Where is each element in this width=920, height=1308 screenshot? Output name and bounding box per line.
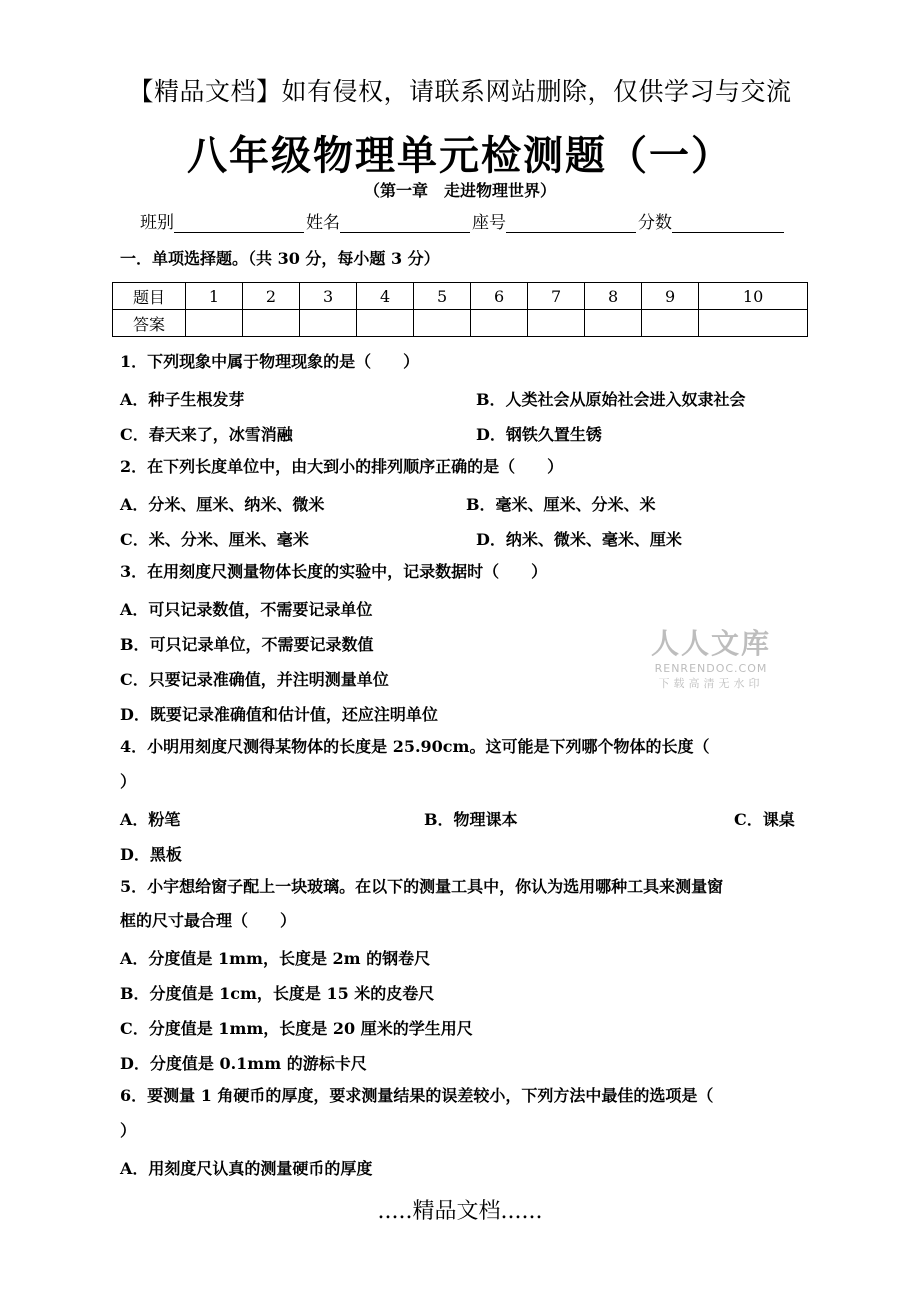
table-cell-number: 3 (300, 283, 357, 310)
q6-option-a: A．用刻度尺认真的测量硬币的厚度 (120, 1159, 373, 1178)
watermark-tagline: 下载高清无水印 (658, 677, 764, 690)
answer-cell[interactable] (642, 310, 699, 337)
question-3-stem: 3．在用刻度尺测量物体长度的实验中，记录数据时（ ） (120, 562, 548, 581)
question-2-stem: 2．在下列长度单位中，由大到小的排列顺序正确的是（ ） (120, 457, 564, 476)
q1-option-a: A．种子生根发芽 (120, 390, 245, 409)
question-6-stem-cont: ） (120, 1121, 137, 1140)
table-cell-number: 7 (528, 283, 585, 310)
q4-option-a: A．粉笔 (120, 810, 181, 829)
class-blank[interactable] (174, 212, 304, 233)
name-blank[interactable] (340, 212, 470, 233)
watermark (646, 622, 776, 691)
answer-cell[interactable] (699, 310, 808, 337)
seat-blank[interactable] (506, 212, 636, 233)
q5-option-c: C．分度值是 1mm，长度是 20 厘米的学生用尺 (120, 1019, 473, 1038)
table-cell-number: 5 (414, 283, 471, 310)
answer-cell[interactable] (186, 310, 243, 337)
q1-option-d: D．钢铁久置生锈 (476, 425, 602, 444)
q5-option-a: A．分度值是 1mm，长度是 2m 的钢卷尺 (120, 949, 431, 968)
answer-cell[interactable] (414, 310, 471, 337)
table-cell-number: 2 (243, 283, 300, 310)
table-cell-number: 4 (357, 283, 414, 310)
footer-note: .....精品文档...... (377, 1199, 543, 1224)
q2-option-a: A．分米、厘米、纳米、微米 (120, 495, 325, 514)
q4-option-c: C．课桌 (734, 810, 795, 829)
table-header-question: 题目 (113, 283, 186, 310)
q1-option-b: B．人类社会从原始社会进入奴隶社会 (476, 390, 746, 409)
question-number-row (113, 283, 808, 310)
answer-cell[interactable] (471, 310, 528, 337)
table-cell-number: 1 (186, 283, 243, 310)
q5-option-b: B．分度值是 1cm，长度是 15 米的皮卷尺 (120, 984, 435, 1003)
answer-cell[interactable] (585, 310, 642, 337)
question-4-stem-cont: ） (120, 772, 137, 791)
q2-option-c: C．米、分米、厘米、毫米 (120, 530, 309, 549)
watermark-brand: 人人文库 (650, 627, 771, 660)
watermark-url: RENRENDOC.COM (654, 662, 768, 675)
q5-option-d: D．分度值是 0.1mm 的游标卡尺 (120, 1054, 367, 1073)
question-6-stem: 6．要测量 1 角硬币的厚度，要求测量结果的误差较小，下列方法中最佳的选项是（ (120, 1086, 714, 1105)
student-info-row (140, 208, 802, 233)
q3-option-d: D．既要记录准确值和估计值，还应注明单位 (120, 705, 438, 724)
table-cell-number: 10 (699, 283, 808, 310)
q2-option-b: B．毫米、厘米、分米、米 (466, 495, 656, 514)
q4-option-d: D．黑板 (120, 845, 182, 864)
copyright-notice: 【精品文档】如有侵权，请联系网站删除，仅供学习与交流 (128, 77, 792, 106)
answer-cell[interactable] (243, 310, 300, 337)
score-blank[interactable] (672, 212, 784, 233)
answer-cell[interactable] (357, 310, 414, 337)
name-label: 姓名 (306, 213, 340, 233)
question-5-stem-cont: 框的尺寸最合理（ ） (120, 911, 297, 930)
section-heading: 一．单项选择题。（共 30 分，每小题 3 分） (120, 249, 440, 268)
page-subtitle: （第一章 走进物理世界） (363, 181, 556, 200)
question-1-stem: 1．下列现象中属于物理现象的是（ ） (120, 352, 420, 371)
table-header-answer: 答案 (113, 310, 186, 337)
seat-label: 座号 (472, 213, 506, 233)
answer-cell[interactable] (300, 310, 357, 337)
q3-option-a: A．可只记录数值，不需要记录单位 (120, 600, 373, 619)
q1-option-c: C．春天来了，冰雪消融 (120, 425, 293, 444)
q4-option-b: B．物理课本 (424, 810, 518, 829)
table-cell-number: 9 (642, 283, 699, 310)
q3-option-c: C．只要记录准确值，并注明测量单位 (120, 670, 389, 689)
table-cell-number: 8 (585, 283, 642, 310)
question-5-stem: 5．小宇想给窗子配上一块玻璃。在以下的测量工具中，你认为选用哪种工具来测量窗 (120, 877, 724, 896)
q3-option-b: B．可只记录单位，不需要记录数值 (120, 635, 374, 654)
answer-table (112, 282, 808, 337)
class-label: 班别 (140, 213, 174, 233)
q2-option-d: D．纳米、微米、毫米、厘米 (476, 530, 682, 549)
question-4-stem: 4．小明用刻度尺测得某物体的长度是 25.90cm。这可能是下列哪个物体的长度（ (120, 737, 710, 756)
page-title: 八年级物理单元检测题（一） (187, 132, 733, 179)
answer-row (113, 310, 808, 337)
table-cell-number: 6 (471, 283, 528, 310)
answer-cell[interactable] (528, 310, 585, 337)
score-label: 分数 (638, 213, 672, 233)
